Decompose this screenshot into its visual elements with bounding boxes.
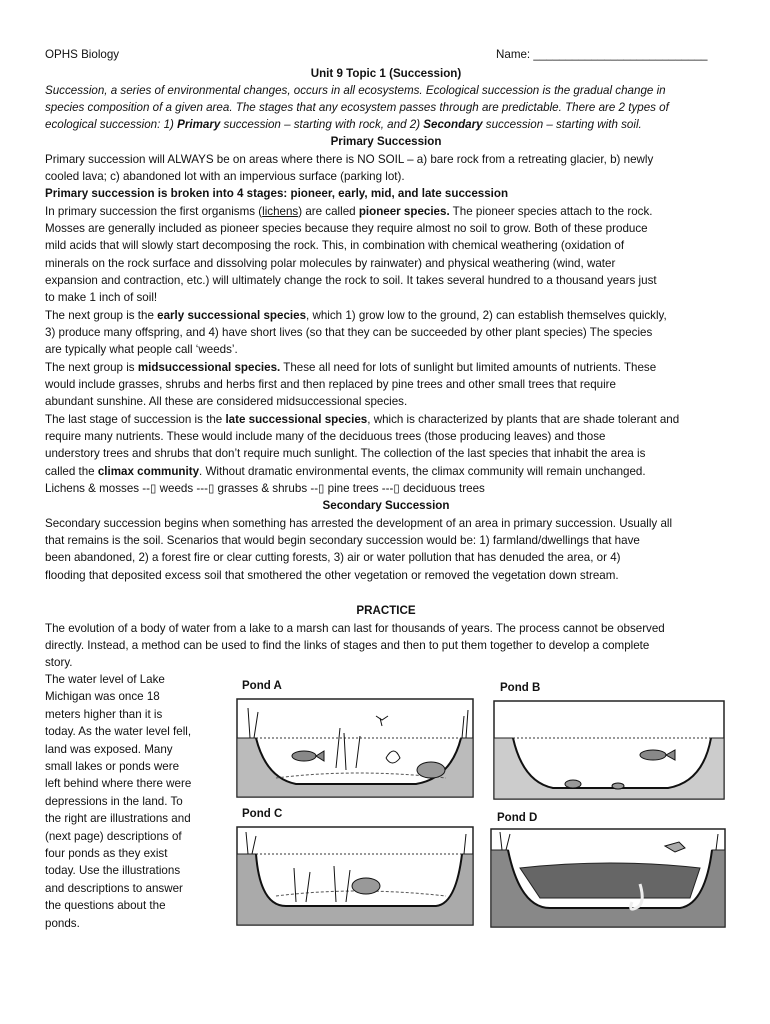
sidebar-line: (next page) descriptions of	[45, 829, 182, 843]
sidebar-line: the questions about the	[45, 899, 166, 913]
practice-p1: The evolution of a body of water from a lake to a marsh can last for thousands of years. The process cannot be observed	[45, 622, 665, 635]
pioneer-line-3: mild acids that will slowly start decomposing the rock. This, in combination with chemical weathering (oxidation of	[45, 239, 625, 252]
pioneer-line-6: to make 1 inch of soil!	[45, 291, 158, 304]
sidebar-line: land was exposed. Many	[45, 742, 173, 756]
intro-line-3: ecological succession: 1) Primary succession – starting with rock, and 2) Secondary succession – starting with soil.	[45, 118, 642, 131]
secondary-p2: that remains is the soil. Scenarios that would begin secondary succession would be: 1) farmland/dwellings that have	[45, 534, 640, 547]
secondary-heading: Secondary Succession	[322, 499, 450, 512]
sidebar-line: small lakes or ponds were	[45, 760, 180, 774]
mid-line-2: would include grasses, shrubs and herbs first and then replaced by pine trees and other small trees that require	[45, 378, 616, 391]
sidebar-line: the right are illustrations and	[45, 812, 191, 826]
succession-chain: Lichens & mosses --▯ weeds ---▯ grasses & shrubs --▯ pine trees ---▯ deciduous trees	[45, 482, 485, 495]
early-line-1: The next group is the early successional species, which 1) grow low to the ground, 2) can establish themselves quickly,	[45, 309, 667, 322]
pond-b-illustration	[493, 700, 725, 800]
primary-heading: Primary Succession	[330, 135, 442, 148]
early-line-3: are typically what people call ‘weeds’.	[45, 343, 238, 356]
pond-d-label: Pond D	[497, 812, 538, 824]
mid-line-3: abundant sunshine. All these are considered midsuccessional species.	[45, 395, 408, 408]
intro-line-1: Succession, a series of environmental changes, occurs in all ecosystems. Ecological succession is the gradual change in	[45, 84, 666, 97]
pond-b-label: Pond B	[500, 682, 541, 694]
pioneer-line-1: In primary succession the first organisms (lichens) are called pioneer species. The pioneer species attach to the rock.	[45, 205, 653, 218]
late-line-1: The last stage of succession is the late successional species, which is characterized by plants that are shade tolerant and	[45, 413, 680, 426]
secondary-p3: been abandoned, 2) a forest fire or clear cutting forests, 3) air or water pollution that has denuded the area, or 4)	[45, 551, 621, 564]
practice-p3: story.	[45, 656, 73, 669]
late-line-3: understory trees and shrubs that don’t require much sunlight. The collection of the last species that inhabit the area is	[45, 447, 646, 460]
pond-c-label: Pond C	[242, 808, 283, 820]
intro-line-2: species composition of a given area. The stages that any ecosystem passes through are predictable. There are 2 types of	[45, 101, 669, 114]
sidebar-line: left behind where there were	[45, 777, 192, 791]
pioneer-line-2: Mosses are generally included as pioneer species because they require almost no soil to grow. Both of these produce	[45, 222, 648, 235]
page-title: Unit 9 Topic 1 (Succession)	[310, 67, 462, 80]
mid-line-1: The next group is midsuccessional species. These all need for lots of sunlight but limited amounts of nutrients. These	[45, 361, 657, 374]
sidebar-line: ponds.	[45, 916, 80, 930]
name-field-label: Name: ___________________________	[496, 48, 708, 61]
sidebar-line: today. As the water level fell,	[45, 725, 192, 739]
sidebar-line: and descriptions to answer	[45, 881, 183, 895]
primary-p1: Primary succession will ALWAYS be on areas where there is NO SOIL – a) bare rock from a retreating glacier, b) newly	[45, 153, 654, 166]
sidebar-line: The water level of Lake	[45, 673, 165, 686]
pond-a-label: Pond A	[242, 680, 282, 692]
early-line-2: 3) produce many offspring, and 4) have short lives (so that they can be succeeded by other plant species) The species	[45, 326, 653, 339]
sidebar-line: four ponds as they exist	[45, 847, 168, 861]
pond-d-illustration	[490, 828, 726, 928]
practice-p2: directly. Instead, a method can be used to find the links of stages and then to put them together to develop a complete	[45, 639, 650, 652]
sidebar-line: Michigan was once 18	[45, 690, 160, 704]
course-label: OPHS Biology	[45, 48, 120, 61]
late-line-2: require many nutrients. These would include many of the deciduous trees (those producing leaves) and those	[45, 430, 606, 443]
late-line-4: called the climax community. Without dramatic environmental events, the climax community will remain unchanged.	[45, 465, 646, 478]
sidebar-line: meters higher than it is	[45, 707, 163, 721]
secondary-p4: flooding that deposited excess soil that smothered the other vegetation or removed the vegetation down stream.	[45, 569, 619, 582]
pioneer-line-5: expansion and contraction, etc.) will ultimately change the rock to soil. It takes several hundred to a thousand years just	[45, 274, 657, 287]
practice-sidebar-text	[45, 671, 220, 932]
pond-c-illustration	[236, 826, 474, 926]
stages-heading: Primary succession is broken into 4 stages: pioneer, early, mid, and late succession	[45, 187, 509, 200]
pioneer-line-4: minerals on the rock surface and dissolving polar molecules by rainwater) and physical weathering (wind, water	[45, 257, 616, 270]
practice-heading: PRACTICE	[356, 604, 416, 617]
primary-p2: cooled lava; c) abandoned lot with an impervious surface (parking lot).	[45, 170, 405, 183]
pond-a-illustration	[236, 698, 474, 798]
sidebar-line: today. Use the illustrations	[45, 864, 181, 878]
sidebar-line: depressions in the land. To	[45, 794, 183, 808]
secondary-p1: Secondary succession begins when something has arrested the development of an area in primary succession. Usually all	[45, 517, 673, 530]
